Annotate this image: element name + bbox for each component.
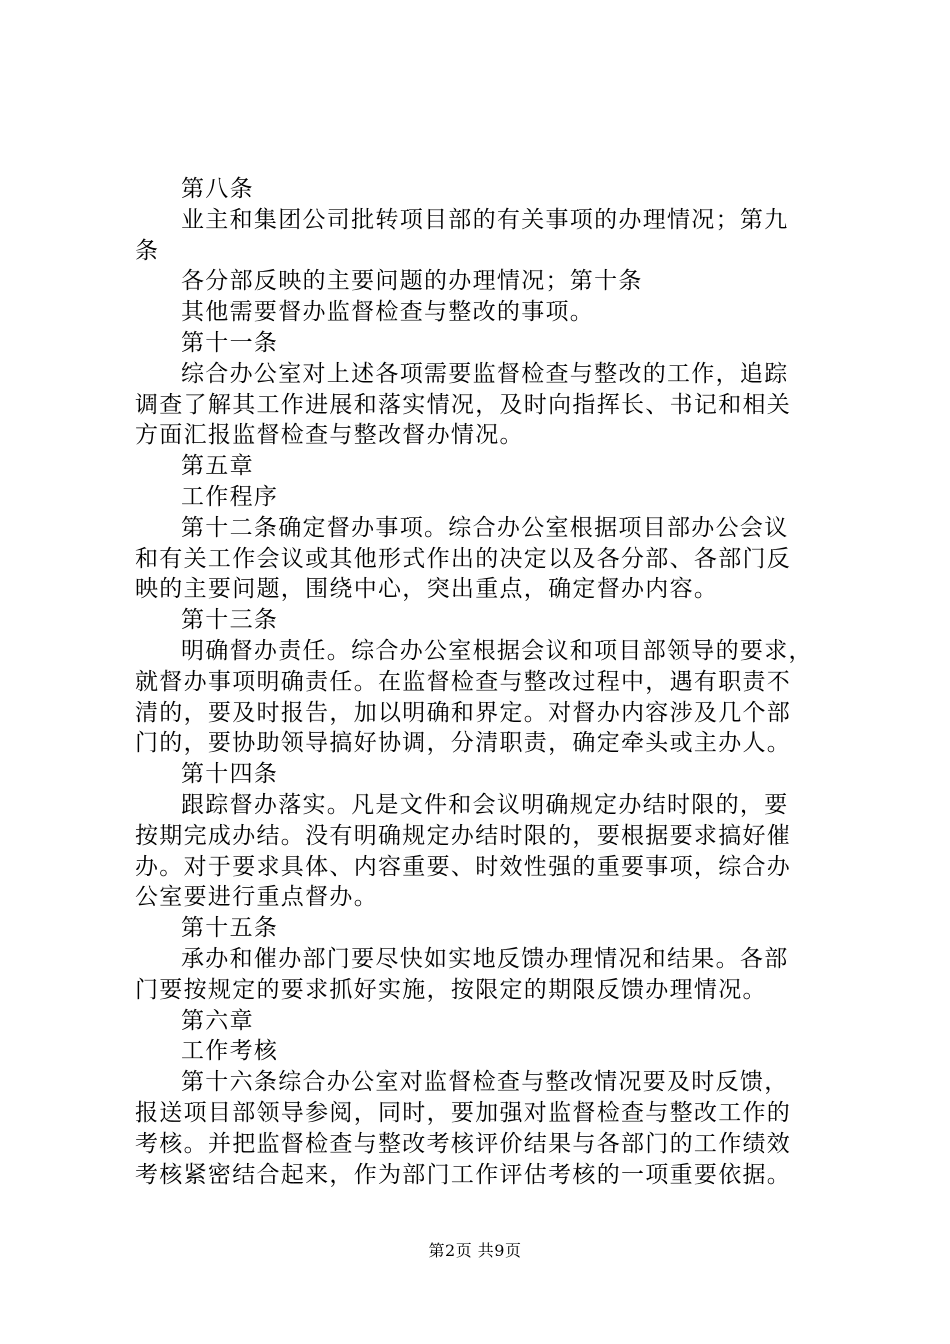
text-line: 各分部反映的主要问题的办理情况；第十条 (181, 268, 643, 295)
text-line: 调查了解其工作进展和落实情况，及时向指挥长、书记和相关 (135, 391, 792, 418)
text-line: 第十一条 (181, 329, 279, 356)
text-line: 其他需要督办监督检查与整改的事项。 (181, 299, 595, 326)
text-line: 和有关工作会议或其他形式作出的决定以及各分部、各部门反 (135, 545, 792, 572)
text-line: 第八条 (181, 176, 254, 202)
text-line: 门要按规定的要求抓好实施，按限定的期限反馈办理情况。 (135, 976, 767, 1003)
text-line: 映的主要问题，围绕中心，突出重点，确定督办内容。 (135, 576, 719, 603)
text-line: 门的，要协助领导搞好协调，分清职责，确定牵头或主办人。 (135, 730, 792, 757)
text-line: 办。对于要求具体、内容重要、时效性强的重要事项，综合办 (135, 853, 792, 880)
text-line: 第十五条 (181, 915, 279, 942)
text-line: 第十四条 (181, 761, 279, 788)
text-line: 业主和集团公司批转项目部的有关事项的办理情况；第九 (181, 206, 789, 233)
text-line: 第五章 (181, 453, 254, 480)
text-line: 第十六条综合办公室对监督检查与整改情况要及时反馈， (181, 1069, 789, 1096)
text-line: 跟踪督办落实。凡是文件和会议明确规定办结时限的，要 (181, 791, 789, 818)
text-line: 工作考核 (181, 1038, 279, 1065)
text-line: 第六章 (181, 1007, 254, 1034)
text-line: 综合办公室对上述各项需要监督检查与整改的工作，追踪 (181, 360, 789, 387)
text-line: 就督办事项明确责任。在监督检查与整改过程中，遇有职责不 (135, 668, 792, 695)
document-body (135, 174, 825, 1190)
page-number: 第2页 共9页 (428, 1241, 522, 1260)
text-line: 方面汇报监督检查与整改督办情况。 (135, 422, 524, 449)
text-line: 第十二条确定督办事项。综合办公室根据项目部办公会议 (181, 514, 789, 541)
text-line: 第十三条 (181, 607, 279, 634)
text-line: 承办和催办部门要尽快如实地反馈办理情况和结果。各部 (181, 945, 789, 972)
text-line: 报送项目部领导参阅，同时，要加强对监督检查与整改工作的 (135, 1099, 792, 1126)
text-line: 清的，要及时报告，加以明确和界定。对督办内容涉及几个部 (135, 699, 792, 726)
text-line: 考核。并把监督检查与整改考核评价结果与各部门的工作绩效 (135, 1130, 792, 1157)
text-line: 考核紧密结合起来，作为部门工作评估考核的一项重要依据。 (135, 1161, 792, 1188)
text-line: 按期完成办结。没有明确规定办结时限的，要根据要求搞好催 (135, 822, 792, 849)
text-line: 条 (135, 237, 160, 264)
text-line: 工作程序 (181, 483, 279, 510)
text-line: 公室要进行重点督办。 (135, 884, 378, 911)
text-line: 明确督办责任。综合办公室根据会议和项目部领导的要求， (181, 637, 813, 664)
